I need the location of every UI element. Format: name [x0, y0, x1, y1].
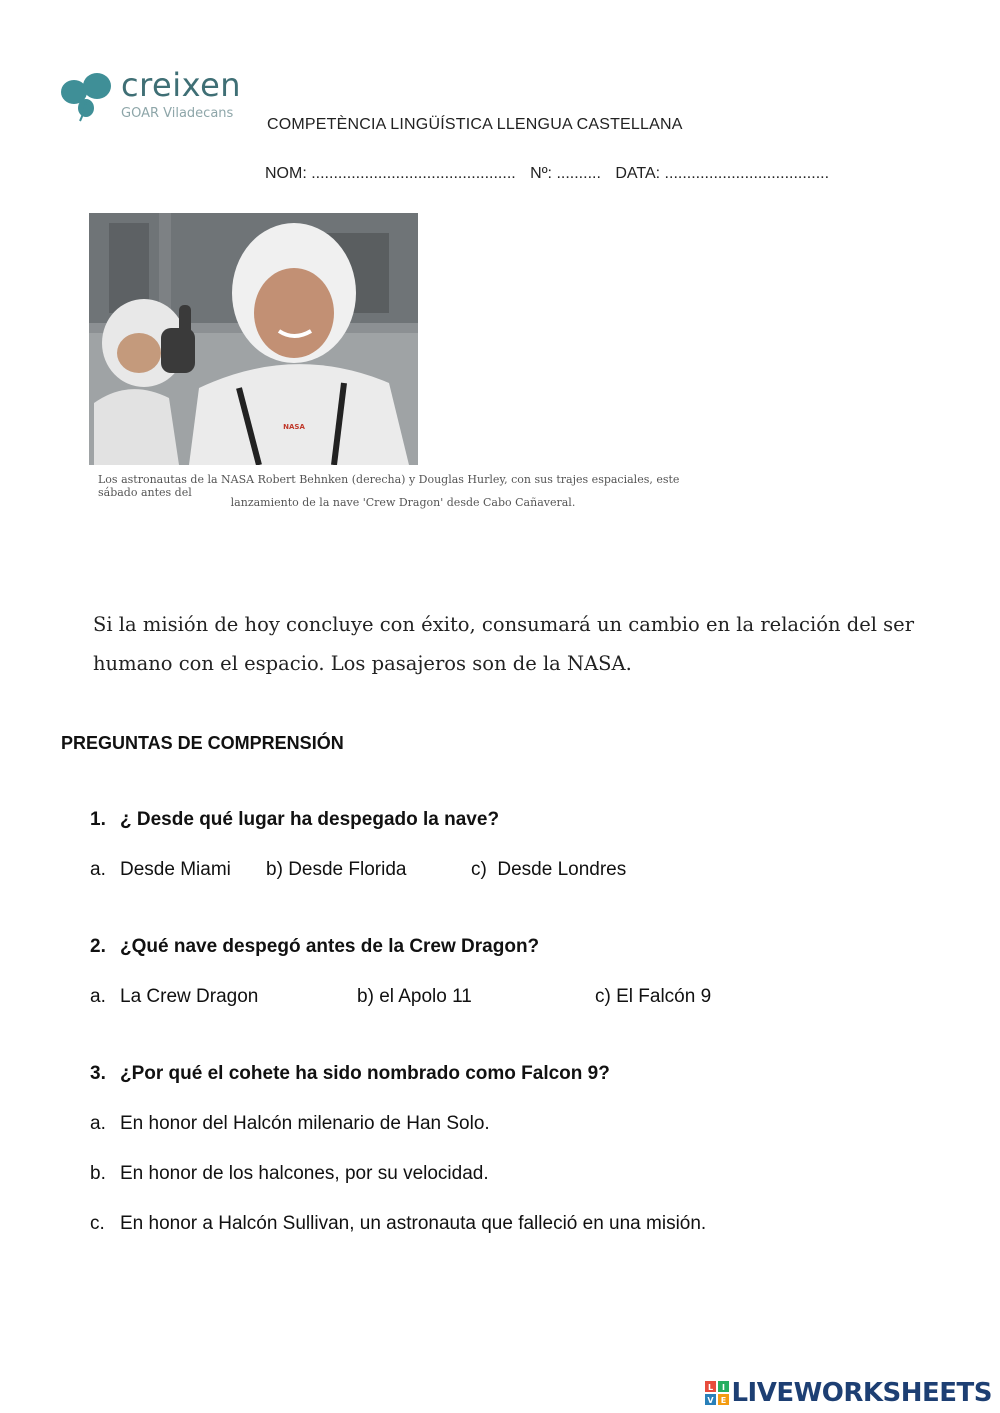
answer-option[interactable]: b) el Apolo 11 [357, 986, 472, 1007]
answer-option[interactable]: c) El Falcón 9 [595, 986, 712, 1007]
photo-caption-line2: lanzamiento de la nave 'Crew Dragon' desde Cabo Cañaveral. [230, 496, 576, 509]
logo-subtitle: GOAR Viladecans [121, 106, 234, 121]
answer-option[interactable]: b) Desde Florida [266, 859, 407, 880]
answer-option[interactable]: c) Desde Londres [471, 859, 627, 880]
answer-option[interactable]: a. Desde Miami [90, 859, 231, 880]
svg-text:V: V [707, 1396, 715, 1405]
logo-wordmark: creixen [121, 66, 242, 104]
answer-option[interactable]: b. En honor de los halcones, por su velocidad. [90, 1163, 489, 1184]
answer-option[interactable]: c. En honor a Halcón Sullivan, un astronauta que falleció en una misión. [90, 1213, 707, 1234]
brand-text: LIVEWORKSHEETS [731, 1378, 992, 1408]
svg-text:L: L [708, 1383, 714, 1392]
answer-option[interactable]: a. La Crew Dragon [90, 986, 259, 1007]
name-field[interactable]: NOM: .............................................. [265, 165, 516, 182]
intro-paragraph: Si la misión de hoy concluye con éxito, consumará un cambio en la relación del ser humano con el espacio. Los pasajeros son de la NASA. [93, 613, 915, 675]
nasa-suit-label: NASA [283, 423, 305, 431]
question-text: ¿Por qué el cohete ha sido nombrado como Falcon 9? [120, 1063, 610, 1084]
photo-caption-line1: Los astronautas de la NASA Robert Behnken (derecha) y Douglas Hurley, con sus trajes espaciales, este sábado antes del [98, 473, 680, 499]
astronauts-photo [89, 213, 418, 465]
question-1 [90, 809, 499, 831]
date-field[interactable]: DATA: ..................................... [615, 165, 830, 182]
answer-option[interactable]: a. En honor del Halcón milenario de Han Solo. [90, 1113, 490, 1134]
svg-text:E: E [721, 1396, 727, 1405]
number-field[interactable]: Nº: .......... [530, 165, 601, 182]
liveworksheets-brand[interactable] [705, 1379, 992, 1407]
section-heading: PREGUNTAS DE COMPRENSIÓN [61, 733, 344, 753]
student-fields [265, 165, 839, 183]
question-number: 3. [90, 1063, 106, 1084]
question-text: ¿Qué nave despegó antes de la Crew Dragon? [120, 936, 540, 957]
question-number: 2. [90, 936, 106, 957]
svg-text:I: I [722, 1383, 726, 1392]
question-2 [90, 936, 539, 958]
question-text: ¿ Desde qué lugar ha despegado la nave? [120, 809, 500, 830]
creixen-logo-icon [60, 72, 116, 122]
liveworksheets-icon [705, 1381, 729, 1405]
question-3 [90, 1063, 610, 1085]
question-number: 1. [90, 809, 106, 830]
document-title: COMPETÈNCIA LINGÜÍSTICA LLENGUA CASTELLANA [267, 116, 683, 133]
